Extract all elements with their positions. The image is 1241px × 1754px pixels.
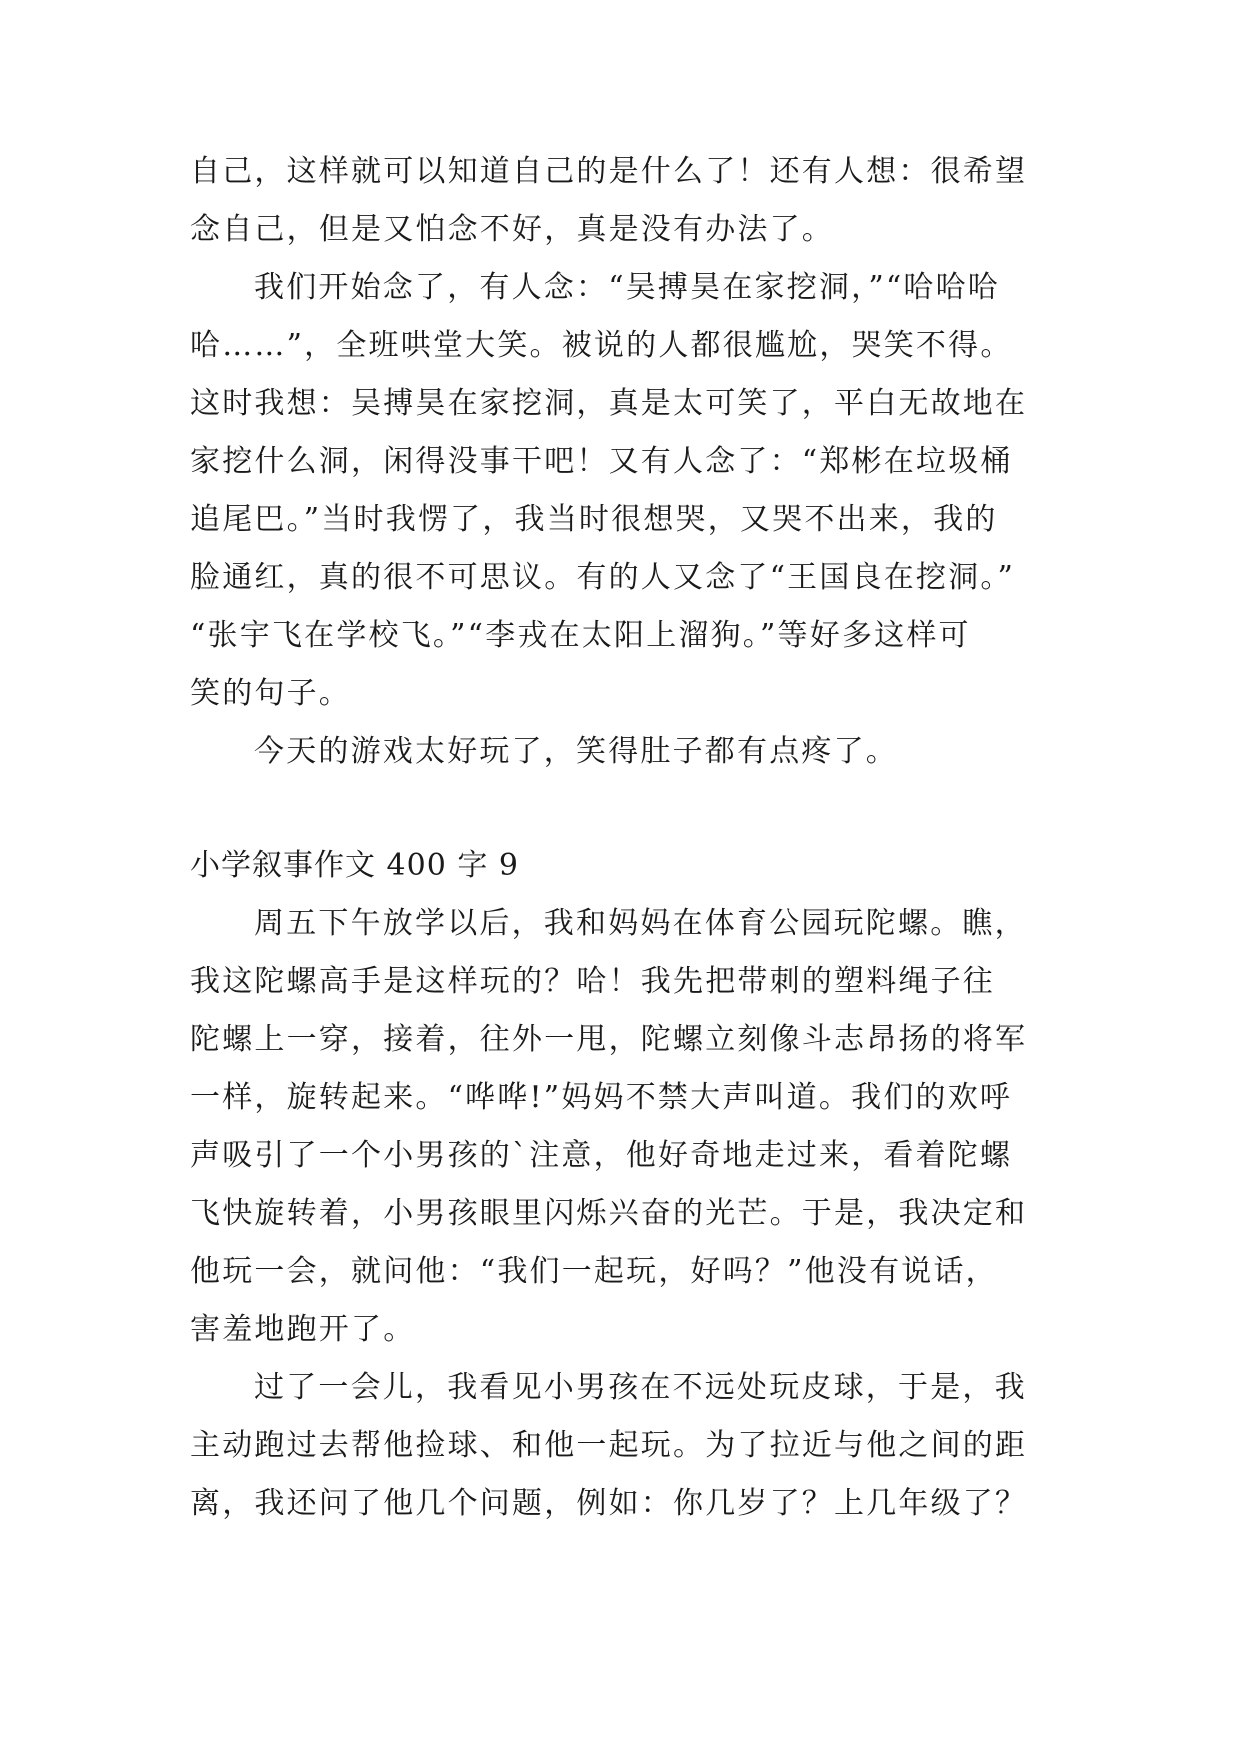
text-line: 飞快旋转着，小男孩眼里闪烁兴奋的光芒。于是，我决定和 bbox=[190, 1196, 1028, 1231]
text-line: 害羞地跑开了。 bbox=[190, 1312, 416, 1347]
text-line: 追尾巴。”当时我愣了，我当时很想哭，又哭不出来，我的 bbox=[190, 502, 998, 537]
text-line: 自己，这样就可以知道自己的是什么了！还有人想：很希望 bbox=[190, 154, 1028, 189]
text-line: 这时我想：吴搏昊在家挖洞，真是太可笑了，平白无故地在 bbox=[190, 386, 1028, 421]
text-line: 陀螺上一穿，接着，往外一甩，陀螺立刻像斗志昂扬的将军 bbox=[190, 1022, 1028, 1057]
text-line: 哈……”，全班哄堂大笑。被说的人都很尴尬，哭笑不得。 bbox=[190, 328, 1013, 363]
text-line: 主动跑过去帮他捡球、和他一起玩。为了拉近与他之间的距 bbox=[190, 1428, 1028, 1463]
text-line: 离，我还问了他几个问题，例如：你几岁了？上几年级了？ bbox=[190, 1486, 1028, 1521]
text-line: 他玩一会，就问他：“我们一起玩，好吗？”他没有说话， bbox=[190, 1254, 998, 1289]
text-line: 念自己，但是又怕念不好，真是没有办法了。 bbox=[190, 212, 834, 247]
section-heading: 小学叙事作文 400 字 9 bbox=[190, 848, 519, 883]
text-line: 家挖什么洞，闲得没事干吧！又有人念了：“郑彬在垃圾桶 bbox=[190, 444, 1013, 479]
text-line: 笑的句子。 bbox=[190, 676, 351, 711]
text-line: 我这陀螺高手是这样玩的？哈！我先把带刺的塑料绳子往 bbox=[190, 964, 995, 999]
text-line: 过了一会儿，我看见小男孩在不远处玩皮球，于是，我 bbox=[254, 1370, 1027, 1405]
text-line: 我们开始念了，有人念：“吴搏昊在家挖洞，”“哈哈哈 bbox=[254, 270, 1001, 305]
text-line: 今天的游戏太好玩了，笑得肚子都有点疼了。 bbox=[254, 734, 898, 769]
text-line: 一样，旋转起来。“哗哗!”妈妈不禁大声叫道。我们的欢呼 bbox=[190, 1080, 1013, 1115]
text-line: 脸通红，真的很不可思议。有的人又念了“王国良在挖洞。” bbox=[190, 560, 1016, 595]
text-line: “张宇飞在学校飞。”“李戎在太阳上溜狗。”等好多这样可 bbox=[190, 618, 971, 653]
text-line: 声吸引了一个小男孩的`注意，他好奇地走过来，看着陀螺 bbox=[190, 1138, 1013, 1173]
text-line: 周五下午放学以后，我和妈妈在体育公园玩陀螺。瞧， bbox=[254, 906, 1027, 941]
